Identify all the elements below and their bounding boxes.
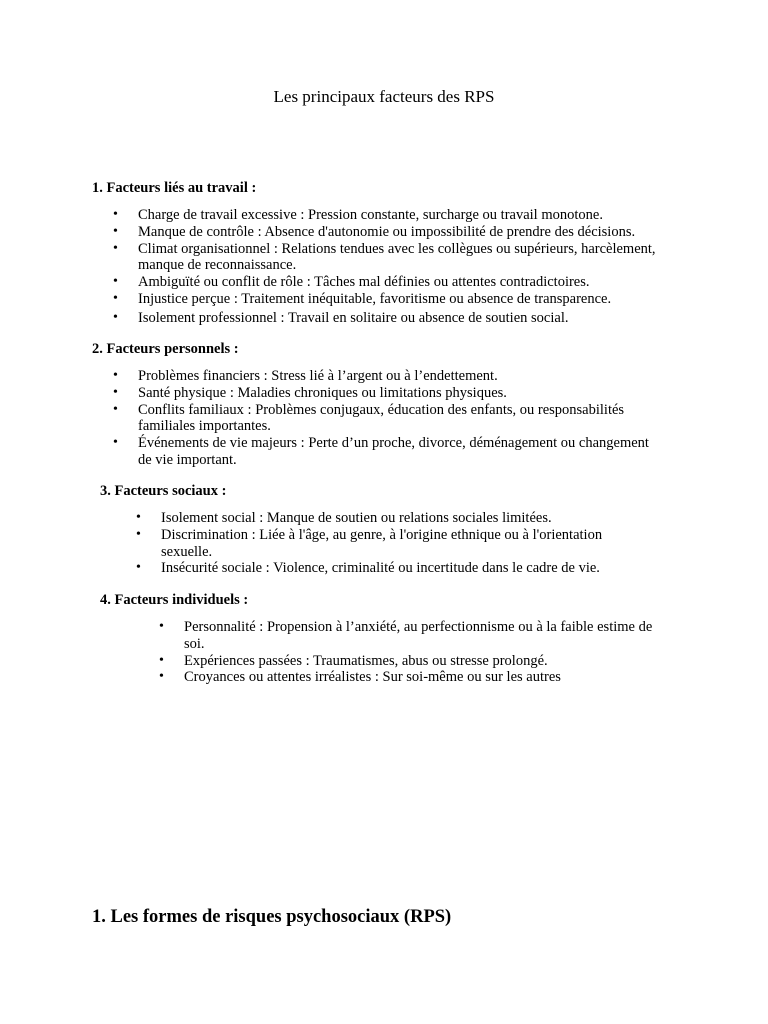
- bullet-icon: •: [159, 669, 164, 685]
- list-item: [159, 669, 674, 686]
- list-item-text: Charge de travail excessive : Pression constante, surcharge ou travail monotone.: [138, 207, 603, 223]
- bullet-list: [92, 368, 658, 469]
- list-item-text: Discrimination : Liée à l'âge, au genre, à l'origine ethnique ou à l'orientation sexuelle.: [161, 526, 603, 560]
- list-item-text: Isolement professionnel : Travail en solitaire ou absence de soutien social.: [138, 309, 569, 326]
- list-item: [113, 368, 658, 385]
- list-item: [113, 290, 678, 308]
- list-item-text: Conflits familiaux : Problèmes conjugaux, éducation des enfants, ou responsabilités familiales importantes.: [138, 401, 625, 435]
- list-item: [136, 526, 641, 561]
- list-item-text: Climat organisationnel : Relations tendues avec les collègues ou supérieurs, harcèlement, manque de reconnaissance.: [138, 240, 656, 274]
- section-heading: 1. Facteurs liés au travail :: [92, 180, 257, 196]
- list-item-text: Événements de vie majeurs : Perte d’un proche, divorce, déménagement ou changement de vie important.: [138, 435, 649, 468]
- section-heading: 2. Facteurs personnels :: [92, 341, 239, 357]
- list-item: [113, 435, 658, 469]
- bullet-icon: •: [113, 207, 118, 222]
- list-item: [113, 309, 678, 327]
- list-item-text: Santé physique : Maladies chroniques ou limitations physiques.: [138, 384, 507, 401]
- bullet-icon: •: [113, 240, 118, 256]
- bullet-list: [100, 510, 641, 577]
- bullet-icon: •: [113, 290, 118, 306]
- bullet-icon: •: [136, 510, 141, 525]
- list-item-text: Problèmes financiers : Stress lié à l’argent ou à l’endettement.: [138, 368, 498, 384]
- list-item-text: Manque de contrôle : Absence d'autonomie ou impossibilité de prendre des décisions.: [138, 223, 636, 240]
- bullet-icon: •: [113, 435, 118, 451]
- list-item-text: Isolement social : Manque de soutien ou relations sociales limitées.: [161, 510, 552, 526]
- list-item: [113, 223, 678, 241]
- list-item: [113, 240, 678, 275]
- list-item-text: Personnalité : Propension à l’anxiété, au perfectionnisme ou à la faible estime de soi.: [184, 619, 653, 652]
- bullet-list: [92, 207, 678, 327]
- list-item-text: Injustice perçue : Traitement inéquitable, favoritisme ou absence de transparence.: [138, 290, 612, 307]
- document-title: Les principaux facteurs des RPS: [273, 87, 495, 106]
- bullet-icon: •: [136, 526, 141, 542]
- list-item: [113, 207, 678, 224]
- bullet-icon: •: [159, 619, 164, 634]
- bullet-icon: •: [113, 309, 118, 325]
- list-item-text: Insécurité sociale : Violence, criminalité ou incertitude dans le cadre de vie.: [161, 560, 600, 577]
- bullet-icon: •: [113, 401, 118, 417]
- list-item: [136, 510, 641, 527]
- bullet-icon: •: [136, 560, 141, 576]
- list-item: [113, 274, 678, 291]
- section-work-factors: [92, 179, 692, 327]
- list-item: [113, 384, 658, 402]
- next-section-heading: 1. Les formes de risques psychosociaux (RPS): [92, 907, 452, 927]
- bullet-icon: •: [159, 652, 164, 668]
- section-personal-factors: [92, 340, 692, 469]
- bullet-icon: •: [113, 384, 118, 400]
- list-item: [113, 401, 658, 436]
- section-individual-factors: [100, 591, 700, 686]
- bullet-icon: •: [113, 274, 118, 290]
- bullet-icon: •: [113, 223, 118, 239]
- list-item: [159, 652, 674, 670]
- bullet-icon: •: [113, 368, 118, 383]
- list-item-text: Expériences passées : Traumatismes, abus ou stresse prolongé.: [184, 652, 548, 669]
- section-social-factors: [100, 482, 700, 577]
- list-item-text: Ambiguïté ou conflit de rôle : Tâches mal définies ou attentes contradictoires.: [138, 274, 590, 291]
- bullet-list: [100, 619, 674, 686]
- section-heading: 4. Facteurs individuels :: [100, 592, 249, 608]
- list-item: [136, 560, 641, 577]
- section-heading: 3. Facteurs sociaux :: [100, 483, 227, 499]
- list-item-text: Croyances ou attentes irréalistes : Sur soi-même ou sur les autres: [184, 669, 561, 686]
- list-item: [159, 619, 674, 653]
